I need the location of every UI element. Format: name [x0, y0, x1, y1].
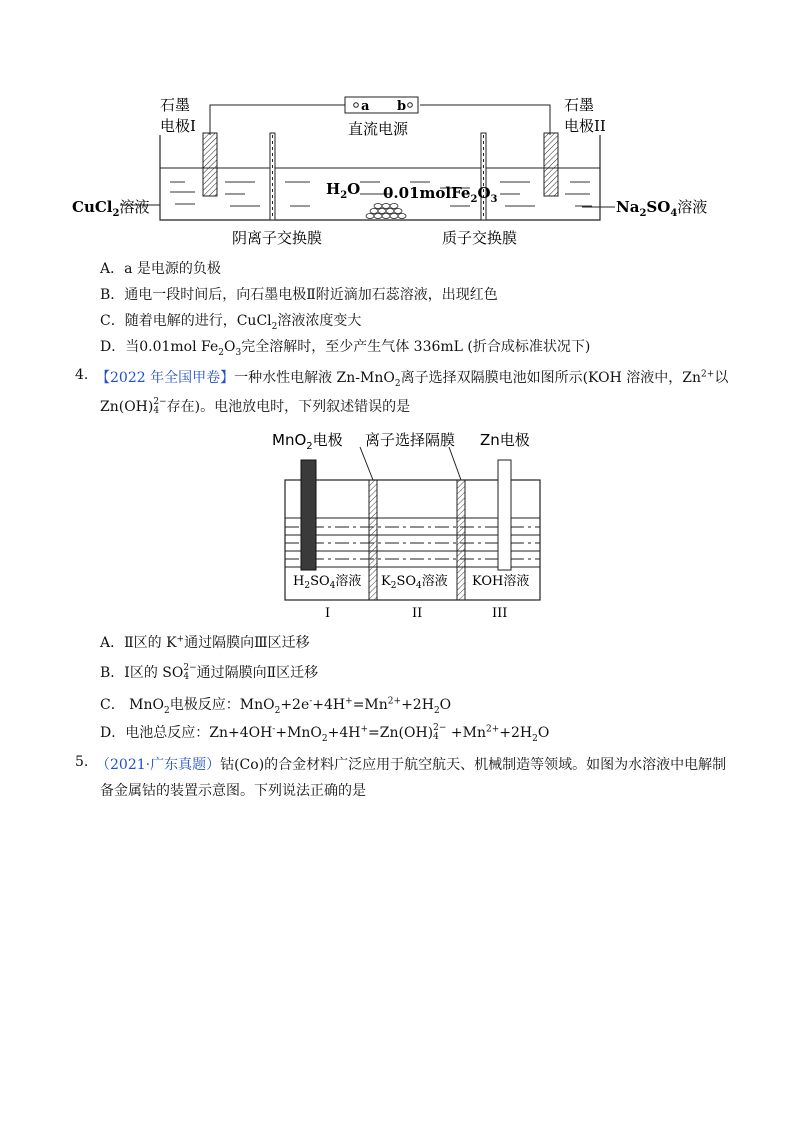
zn-electrode	[498, 460, 511, 570]
q5-number: 5.	[75, 754, 89, 770]
cucl2-label: CuCl$_2$溶液	[72, 198, 150, 219]
terminal-a-label: a	[361, 99, 370, 114]
q3-option-b: B．通电一段时间后，向石墨电极Ⅱ附近滴加石蕊溶液，出现红色	[100, 287, 498, 303]
anion-membrane	[270, 133, 275, 220]
right-electrode-label-1: 石墨	[564, 96, 595, 114]
na2so4-label: $Na_2SO_4$溶液	[616, 198, 708, 219]
membrane-right	[457, 480, 465, 600]
q4-option-b: B．Ⅰ区的 SO2− 4 通过隔膜向Ⅱ区迁移	[100, 663, 319, 682]
left-electrode-label-1: 石墨	[160, 96, 191, 114]
dc-power-label: 直流电源	[348, 120, 409, 138]
battery-diagram	[260, 425, 560, 625]
membrane-label: 离子选择隔膜	[365, 431, 456, 449]
h2so4-solution-label: $H_2SO_4$溶液	[293, 574, 362, 591]
q4-option-d: D．电池总反应：Zn+4OH-+MnO$_2$+4H+=Zn(OH)2− $4 +Mn^{2+}+2H_2O$	[100, 723, 550, 744]
q4-option-c: C． MnO$_2$电极反应：$MnO_2+2e^-+4H^+=Mn^{2+}+2H_2O$	[100, 696, 452, 716]
q5-source: （2021·广东真题）	[96, 757, 221, 773]
q4-stem-line1: 【2022 年全国甲卷】一种水性电解液 Zn-MnO$_2$离子选择双隔膜电池如图所示(KOH 溶液中，$Zn^{2+}$以	[96, 369, 729, 389]
mno2-electrode	[301, 460, 316, 570]
koh-solution-label: KOH溶液	[472, 574, 530, 589]
fe2o3-label: $0.01molFe_2O_3$	[383, 184, 498, 205]
q3-option-c: C．随着电解的进行，CuCl$_2$溶液浓度变大	[100, 313, 362, 332]
q3-option-a: A．a 是电源的负极	[100, 261, 221, 277]
proton-membrane	[481, 133, 486, 220]
q4-option-a: A．Ⅱ区的 K+通过隔膜向Ⅲ区迁移	[100, 634, 310, 651]
left-electrode-label-2: 电极I	[160, 117, 196, 135]
q5-stem-line1: （2021·广东真题）钴(Co)的合金材料广泛应用于航空航天、机械制造等领域。如图为水溶液中电解制	[96, 757, 727, 773]
mno2-electrode-label: MnO$_2$电极	[272, 431, 343, 452]
terminal-b-label: b	[397, 99, 407, 114]
region-3-label: III	[492, 606, 508, 621]
graphite-electrode-I	[203, 133, 217, 196]
region-2-label: II	[412, 606, 423, 621]
electrolysis-diagram	[60, 90, 720, 250]
q5-stem-line2: 备金属钴的装置示意图。下列说法正确的是	[100, 783, 366, 799]
q4-stem-line2: Zn(OH)2− 4 存在)。电池放电时，下列叙述错误的是	[100, 397, 411, 416]
q4-number: 4.	[75, 367, 89, 383]
fe2o3-particles	[366, 204, 406, 219]
graphite-electrode-II	[544, 133, 558, 196]
membrane-left	[369, 480, 377, 600]
anion-membrane-label: 阴离子交换膜	[232, 229, 323, 247]
k2so4-solution-label: $K_2SO_4$溶液	[381, 574, 448, 591]
terminal-a-dot	[354, 103, 359, 108]
terminal-b-dot	[408, 103, 413, 108]
q4-source: 【2022 年全国甲卷】	[96, 370, 235, 386]
zn-electrode-label: Zn电极	[480, 431, 530, 449]
region-1-label: I	[325, 606, 331, 621]
q3-option-d: D．当0.01mol $Fe_2O_3$完全溶解时，至少产生气体 336mL (折合成标准状况下)	[100, 339, 591, 358]
proton-membrane-label: 质子交换膜	[442, 229, 518, 247]
h2o-label: $H_2O$	[326, 180, 361, 201]
right-electrode-label-2: 电极II	[564, 117, 606, 135]
